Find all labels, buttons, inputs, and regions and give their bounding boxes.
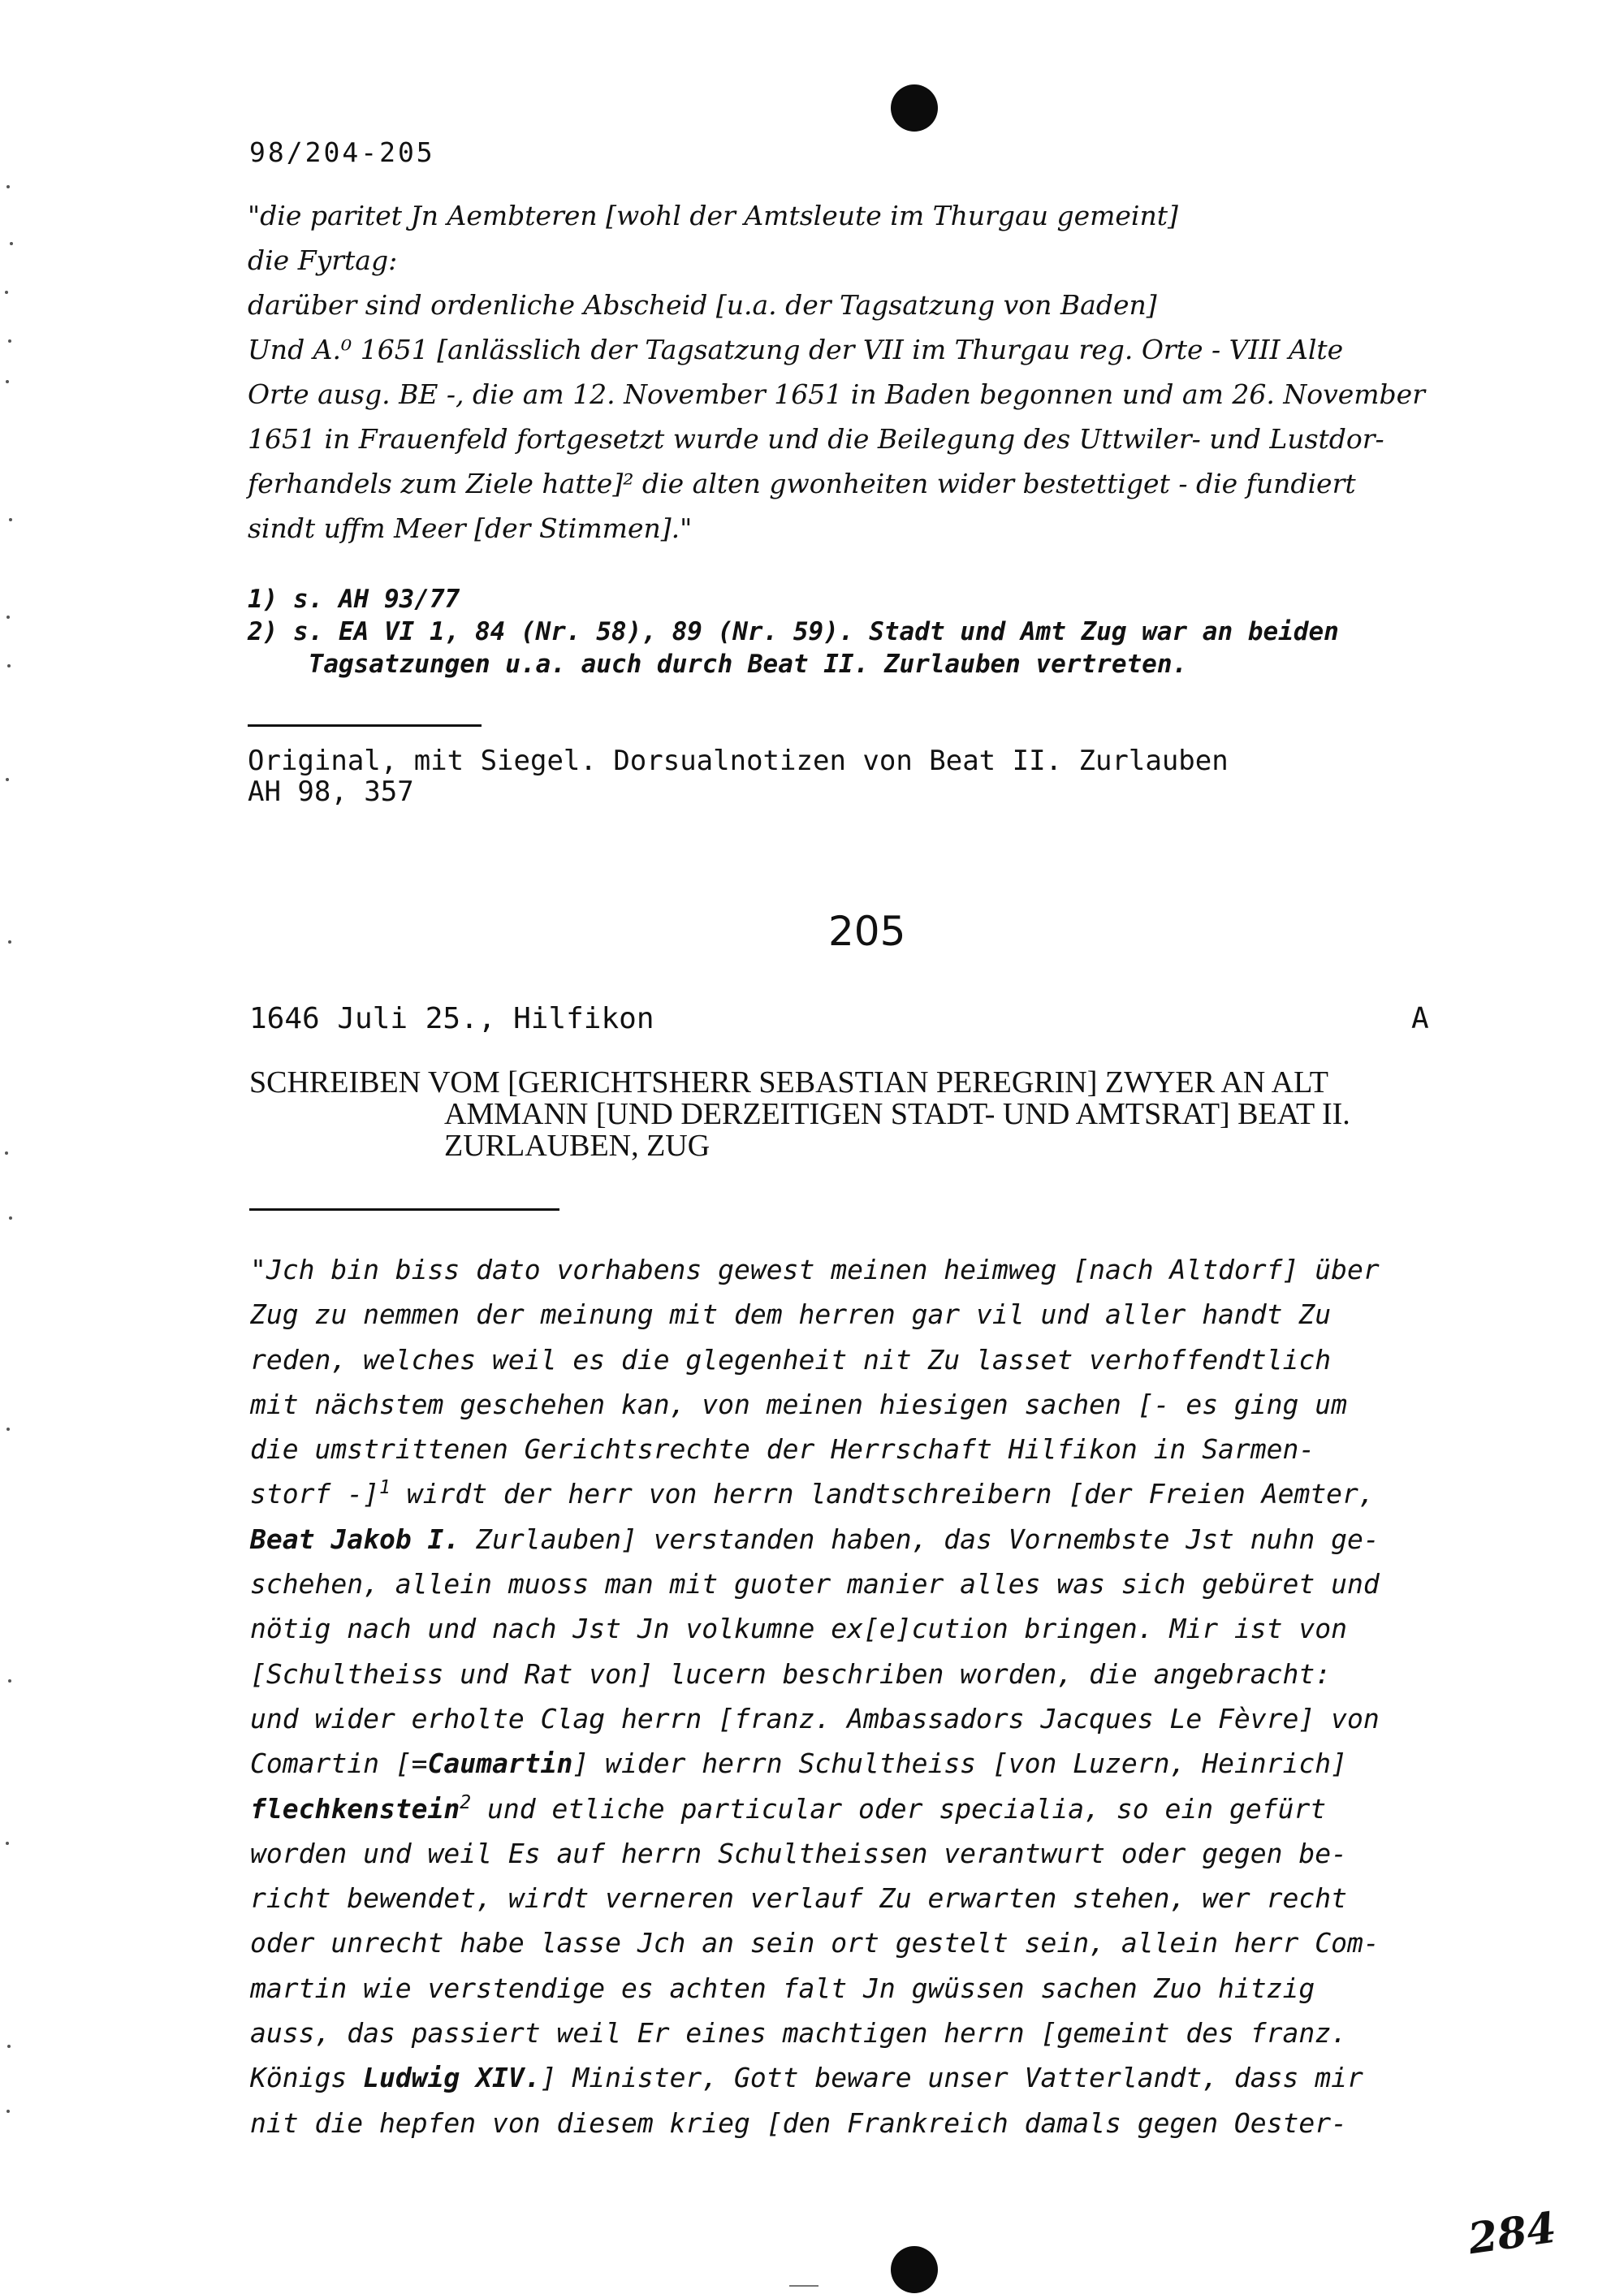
body-segment-pre: die umstrittenen Gerichtsrechte der Herrschaft Hilfikon in Sarmen- [250, 1433, 1315, 1466]
source-note [248, 745, 1229, 807]
body-segment-post: und etliche particular oder specialia, so ein gefürt [471, 1792, 1327, 1825]
footnote: Tagsatzungen u.a. auch durch Beat II. Zurlauben vertreten. [248, 650, 1188, 679]
body-line [250, 1337, 1380, 1382]
footnotes [248, 583, 1339, 680]
body-segment-pre: und wider erholte Clag herrn [franz. Ambassadors Jacques Le Fèvre] von [250, 1702, 1380, 1735]
body-line [250, 1741, 1380, 1786]
body-line [250, 1382, 1380, 1427]
body-segment-pre: nötig nach und nach Jst Jn volkumne ex[e]cution bringen. Mir ist von [250, 1613, 1348, 1645]
body-segment-pre: reden, welches weil es die glegenheit nit Zu lasset verhoffendtlich [250, 1343, 1332, 1376]
body-line [250, 2055, 1380, 2100]
quote-line: Und A.⁰ 1651 [anlässlich der Tagsatzung der VII im Thurgau reg. Orte - VIII Alte [248, 334, 1344, 365]
quoted-excerpt [248, 193, 1514, 551]
body-segment-bold: Beat Jakob I. [250, 1523, 460, 1555]
body-line [250, 1831, 1380, 1876]
body-segment-sup: 2 [460, 1791, 472, 1813]
heading-line: AMMANN [UND DERZEITIGEN STADT- UND AMTSRAT] BEAT II. [444, 1097, 1350, 1131]
punch-hole-top [891, 84, 938, 132]
document-heading [249, 1067, 1350, 1162]
body-line [250, 1920, 1380, 1965]
document-reference: 98/204-205 [249, 136, 435, 168]
body-line [250, 1562, 1380, 1606]
body-segment-pre: auss, das passiert weil Er eines machtigen herrn [gemeint des franz. [250, 2017, 1348, 2050]
heading-line: SCHREIBEN VOM [GERICHTSHERR SEBASTIAN PEREGRIN] ZWYER AN ALT [249, 1065, 1329, 1099]
body-segment-pre: martin wie verstendige es achten falt Jn gwüssen sachen Zuo hitzig [250, 1972, 1315, 2004]
body-segment-pre: Comartin [= [250, 1748, 428, 1780]
separator-rule [248, 724, 482, 727]
letter-body [250, 1247, 1380, 2145]
body-segment-post: ] wider herrn Schultheiss [von Luzern, Heinrich] [572, 1748, 1348, 1780]
body-segment-bold: flechkenstein [250, 1792, 460, 1825]
body-line [250, 2101, 1380, 2145]
body-segment-pre: [Schultheiss und Rat von] lucern beschriben worden, die angebracht: [250, 1657, 1332, 1690]
body-segment-pre: storf -] [250, 1478, 379, 1510]
separator-rule [249, 1208, 559, 1211]
body-segment-pre: schehen, allein muoss man mit guoter manier alles was sich gebüret und [250, 1568, 1380, 1601]
quote-line: sindt uffm Meer [der Stimmen]." [248, 512, 693, 544]
letter-marker: A [1411, 1002, 1429, 1035]
source-line: AH 98, 357 [248, 775, 414, 808]
body-line [250, 1696, 1380, 1741]
body-line [250, 1876, 1380, 1920]
handwritten-page-number: 284 [1465, 2202, 1560, 2265]
body-segment-pre: oder unrecht habe lasse Jch an sein ort gestelt sein, allein herr Com- [250, 1927, 1380, 1959]
quote-line: 1651 in Frauenfeld fortgesetzt wurde und die Beilegung des Uttwiler- und Lustdor- [248, 423, 1384, 455]
punch-hole-bottom [891, 2246, 938, 2293]
quote-line: die Fyrtag: [248, 244, 398, 276]
body-segment-post: wirdt der herr von herrn landtschreibern [der Freien Aemter, [390, 1478, 1375, 1510]
body-line [250, 1652, 1380, 1696]
quote-line: Orte ausg. BE -, die am 12. November 1651 in Baden begonnen und am 26. November [248, 378, 1425, 410]
body-segment-bold: Ludwig XIV. [363, 2062, 541, 2094]
body-segment-pre: nit die hepfen von diesem krieg [den Frankreich damals gegen Oester- [250, 2106, 1348, 2139]
footnote: 2) s. EA VI 1, 84 (Nr. 58), 89 (Nr. 59). Stadt und Amt Zug war an beiden [248, 617, 1339, 646]
scan-mark [789, 2285, 818, 2287]
body-segment-sup: 1 [378, 1477, 391, 1499]
body-line [250, 1606, 1380, 1651]
heading-line: ZURLAUBEN, ZUG [444, 1129, 710, 1163]
body-segment-pre: Zug zu nemmen der meinung mit dem herren gar vil und aller handt Zu [250, 1298, 1332, 1331]
date-place: 1646 Juli 25., Hilfikon [249, 1002, 654, 1035]
quote-line: darüber sind ordenliche Abscheid [u.a. der Tagsatzung von Baden] [248, 289, 1157, 321]
body-line [250, 1292, 1380, 1337]
body-line [250, 1471, 1380, 1516]
scan-edge-noise [0, 0, 24, 2294]
source-line: Original, mit Siegel. Dorsualnotizen von Beat II. Zurlauben [248, 745, 1229, 777]
body-segment-post: Zurlauben] verstanden haben, das Vornembste Jst nuhn ge- [460, 1523, 1380, 1555]
body-line [250, 1427, 1380, 1471]
body-line [250, 1517, 1380, 1562]
body-segment-pre: "Jch bin biss dato vorhabens gewest meinen heimweg [nach Altdorf] über [250, 1254, 1380, 1285]
body-segment-bold: Caumartin [427, 1748, 573, 1780]
body-segment-pre: Königs [250, 2062, 364, 2094]
footnote: 1) s. AH 93/77 [248, 585, 460, 614]
body-line [250, 1786, 1380, 1831]
quote-line: ferhandels zum Ziele hatte]² die alten gwonheiten wider bestettiget - die fundiert [248, 468, 1356, 499]
body-line [250, 1966, 1380, 2011]
quote-line: "die paritet Jn Aembteren [wohl der Amtsleute im Thurgau gemeint] [248, 200, 1178, 231]
body-segment-pre: worden und weil Es auf herrn Schultheissen verantwurt oder gegen be- [250, 1837, 1348, 1869]
body-line [250, 1247, 1380, 1292]
body-segment-pre: mit nächstem geschehen kan, von meinen hiesigen sachen [- es ging um [250, 1388, 1348, 1420]
body-line [250, 2011, 1380, 2055]
body-segment-post: ] Minister, Gott beware unser Vatterlandt, dass mir [540, 2062, 1363, 2094]
document-number: 205 [828, 908, 906, 955]
body-segment-pre: richt bewendet, wirdt verneren verlauf Zu erwarten stehen, wer recht [250, 1882, 1348, 1915]
